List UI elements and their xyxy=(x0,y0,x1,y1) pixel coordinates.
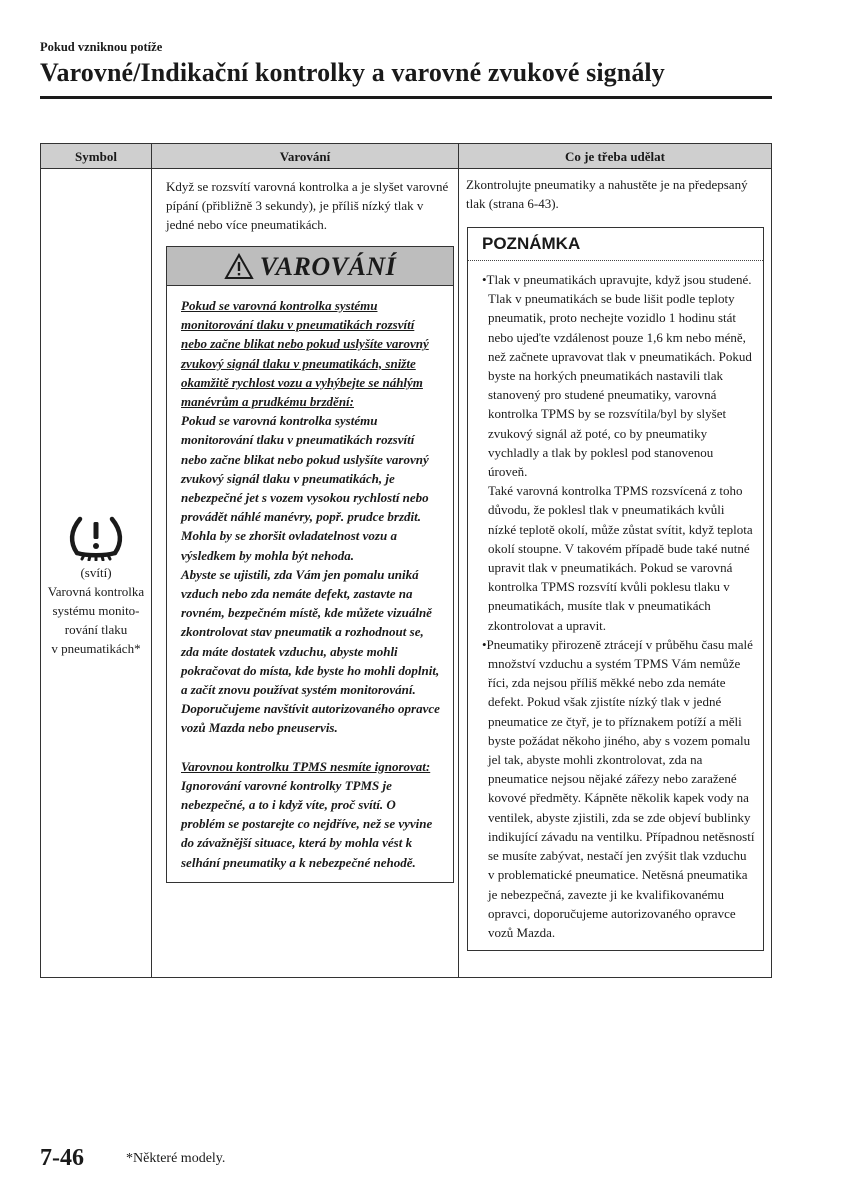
symbol-description-line: rování tlaku xyxy=(64,622,128,637)
column-header-symbol: Symbol xyxy=(41,144,152,169)
tpms-warning-icon xyxy=(67,513,125,561)
action-description: Zkontrolujte pneumatiky a nahustěte je na předepsaný tlak (strana 6-43). xyxy=(466,177,748,211)
note-bullet: •Pneumatiky přirozeně ztrácejí v průběhu času malé množství vzduchu a systém TPMS Vám nemůže říci, zda nejsou příliš měkké nebo zda nemáte defekt. Pokud však zjistíte nízký tlak v jedné pneumatice ze čtyř, je to příznakem potíží a měli byste požádat někoho jiného, aby s vozem pomalu jel tak, abyste mohli zkontrolovat, zda na pneumatice nejsou nějaké zářezy nebo zaražené kovové předměty. Kápněte několik kapek vody na ventilek, abyste zjistili, zda se zde objeví bublinky indikující závadu na ventilku. Případnou netěsností se musíte zabývat, nestačí jen zvýšit tlak vzduchu v problematické pneumatice. Netěsná pneumatika je nebezpečná, zavezte ji ke kvalifikovanému opravci, doporučujeme autorizovaného opravce vozů Mazda. xyxy=(482,636,755,940)
symbol-description-line: systému monito- xyxy=(52,603,140,618)
warning-header xyxy=(167,247,453,286)
warning-body xyxy=(167,286,453,882)
note-body xyxy=(468,261,763,950)
symbol-description-line: v pneumatikách* xyxy=(51,641,141,656)
section-label: Pokud vzniknou potíže xyxy=(40,40,163,54)
warning-triangle-icon xyxy=(224,253,254,280)
symbol-description-line: Varovná kontrolka xyxy=(47,584,145,599)
warning-paragraph: Abyste se ujistili, zda Vám jen pomalu uniká vzduch nebo zda nemáte defekt, zastavte na rovném, bezpečném místě, kde můžete vizuálně zkontrolovat stav pneumatik a rozhodnout se, zda máte dostatek vzduchu, abyste mohli pokračovat do místa, kde byste ho mohli doplnit, a začít znovu používat systém monitorování. Doporučujeme navštívit autorizovaného opravce vozů Mazda nebo pneuservis. xyxy=(181,566,440,736)
warning-box xyxy=(166,246,454,883)
note-paragraph: Také varovná kontrolka TPMS rozsvícená z toho důvodu, že poklesl tlak v pneumatikách kvůli nízké teplotě okolí, může zůstat svítit, když teplota okolí stoupne. V takovém případě bude také nutné upravit tlak v pneumatikách. Pokud se varovná kontrolka TPMS rozsvítí kvůli poklesu tlaku v pneumatikách, musíte tlak v pneumatikách zkontrolovat a upravit. xyxy=(488,483,753,633)
table-header-row xyxy=(41,144,772,169)
warning-title: VAROVÁNÍ xyxy=(259,251,397,281)
warning-cell xyxy=(152,169,459,978)
symbol-cell xyxy=(41,169,152,978)
warning-paragraph: Pokud se varovná kontrolka systému monitorování tlaku v pneumatikách rozsvítí nebo začne blikat nebo pokud uslyšíte varovný zvukový signál tlaku v pneumatikách, snižte okamžitě rychlost vozu a vyhýbejte se náhlým manévrům a prudkému brzdění: xyxy=(181,298,429,410)
note-title: POZNÁMKA xyxy=(468,228,763,261)
page-title: Varovné/Indikační kontrolky a varovné zvukové signály xyxy=(40,58,665,87)
note-bullet: •Tlak v pneumatikách upravujte, když jsou studené. Tlak v pneumatikách se bude lišit podle teploty pneumatik, proto nechejte vozidlo 1 hodinu stát nebo ujeďte vzdálenost pouze 1,6 km nebo méně, než začnete upravovat tlak v pneumatikách. Pokud byste na horkých pneumatikách nastavili tlak stanovený pro studené pneumatiky, varovná kontrolka TPMS by se rozsvítila/byl by slyšet zvukový signál až poté, co by pneumatiky vychladly a tlak by poklesl pod stanovenou úroveň. xyxy=(482,272,752,480)
warning-light-table xyxy=(40,143,772,978)
page-number: 7-46 xyxy=(40,1145,84,1171)
column-header-warning: Varování xyxy=(152,144,459,169)
warning-description: Když se rozsvítí varovná kontrolka a je slyšet varovné pípání (přibližně 3 sekundy), je příliš nízký tlak v jedné nebo více pneumatikách. xyxy=(166,179,449,232)
symbol-state: (svítí) xyxy=(80,565,112,580)
column-header-action: Co je třeba udělat xyxy=(459,144,772,169)
title-rule xyxy=(40,96,772,99)
warning-paragraph: Varovnou kontrolku TPMS nesmíte ignorovat: xyxy=(181,758,431,774)
footnote: *Některé modely. xyxy=(126,1151,226,1166)
action-cell xyxy=(459,169,772,978)
table-row xyxy=(41,169,772,978)
warning-paragraph: Pokud se varovná kontrolka systému monitorování tlaku v pneumatikách rozsvítí nebo začne blikat nebo pokud uslyšíte varovný zvukový signál tlaku v pneumatikách, je nebezpečné jet s vozem vysokou rychlostí nebo provádět náhlé manévry, popř. prudce brzdit. Mohla by se zhoršit ovladatelnost vozu a výsledkem by mohla být nehoda. xyxy=(181,413,429,563)
warning-paragraph: Ignorování varovné kontrolky TPMS je nebezpečné, a to i když víte, proč svítí. O problém se postarejte co nejdříve, než se vyvine do závažnější situace, která by mohla vést k selhání pneumatiky a k nebezpečné nehodě. xyxy=(181,777,433,870)
note-box xyxy=(467,227,764,951)
